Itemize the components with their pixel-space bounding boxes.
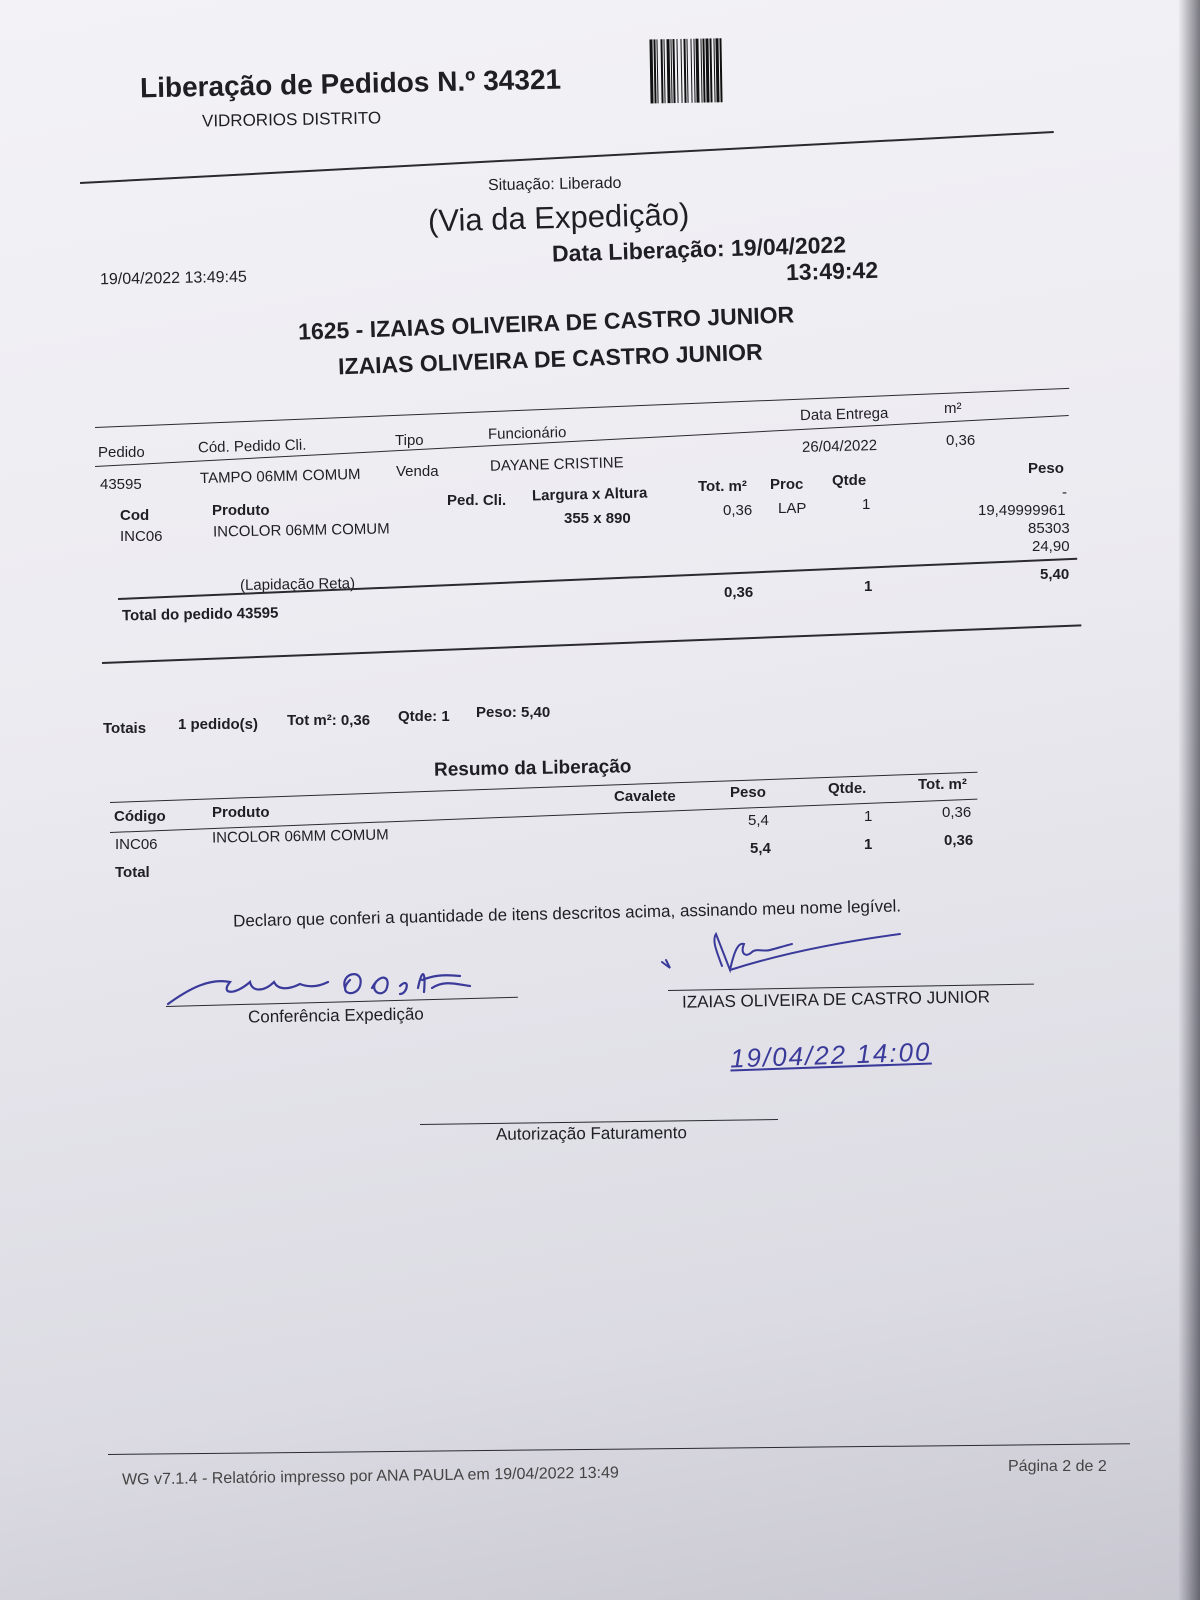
row-cod-pedido-cli: TAMPO 06MM COMUM: [199, 465, 361, 488]
via-label: (Via da Expedição): [427, 196, 690, 239]
item-header-proc: Proc: [770, 476, 804, 493]
totals-label: Totais: [103, 720, 147, 737]
order-total-m2: 0,36: [724, 584, 754, 601]
item-header-tot-m2: Tot. m²: [698, 478, 747, 495]
client-line-1: 1625 - IZAIAS OLIVEIRA DE CASTRO JUNIOR: [297, 301, 795, 345]
row-data-entrega: 26/04/2022: [801, 437, 878, 456]
conferencia-signature: [160, 958, 490, 1008]
resumo-row-peso: 5,4: [748, 812, 769, 829]
order-total-peso: 5,40: [1040, 566, 1070, 583]
declaration-text: Declaro que conferi a quantidade de itens descritos acima, assinando meu nome legível.: [232, 896, 902, 931]
resumo-total-tot-m2: 0,36: [944, 832, 974, 849]
item-header-qtde: Qtde: [832, 472, 867, 489]
resumo-header-tot-m2: Tot. m²: [918, 776, 967, 793]
item-note: (Lapidação Reta): [239, 574, 356, 595]
resumo-total-peso: 5,4: [750, 840, 771, 857]
order-total-qtde: 1: [864, 578, 873, 595]
company-name: VIDRORIOS DISTRITO: [201, 108, 382, 131]
resumo-header-codigo: Código: [114, 808, 166, 825]
data-liberacao: Data Liberação: 19/04/2022: [551, 231, 847, 267]
resumo-total-qtde: 1: [864, 836, 873, 853]
totals-m2: Tot m²: 0,36: [287, 712, 371, 729]
item-header-ped-cli: Ped. Cli.: [447, 492, 507, 509]
resumo-row-qtde: 1: [864, 808, 873, 825]
totals-qtde: Qtde: 1: [398, 708, 450, 725]
header-cod-pedido-cli: Cód. Pedido Cli.: [197, 436, 307, 457]
footer-rule: [108, 1443, 1130, 1455]
resumo-header-qtde: Qtde.: [828, 780, 867, 797]
footer-printed-by: WG v7.1.4 - Relatório impresso por ANA PAULA em 19/04/2022 13:49: [121, 1464, 619, 1489]
order-total-label: Total do pedido 43595: [121, 604, 279, 625]
item-header-produto: Produto: [212, 502, 270, 519]
resumo-row-codigo: INC06: [115, 836, 158, 853]
client-signature-label: IZAIAS OLIVEIRA DE CASTRO JUNIOR: [681, 987, 991, 1012]
item-cod: INC06: [120, 528, 163, 545]
header-data-entrega: Data Entrega: [799, 404, 889, 425]
item-header-peso: Peso: [1028, 460, 1064, 477]
header-pedido: Pedido: [98, 444, 145, 461]
data-liberacao-time: 13:49:42: [785, 256, 879, 286]
resumo-header-produto: Produto: [212, 804, 270, 821]
item-qtde: 1: [862, 496, 871, 513]
header-tipo: Tipo: [395, 432, 424, 449]
totals-pedidos: 1 pedido(s): [178, 716, 259, 733]
resumo-row-produto: INCOLOR 06MM COMUM: [211, 826, 389, 847]
totals-peso: Peso: 5,40: [476, 704, 551, 721]
handwritten-date: 19/04/22 14:00: [729, 1036, 932, 1074]
header-funcionario: Funcionário: [487, 423, 567, 444]
item-produto: INCOLOR 06MM COMUM: [212, 520, 390, 541]
resumo-header-peso: Peso: [730, 784, 766, 801]
barcode: [649, 37, 820, 104]
row-funcionario: DAYANE CRISTINE: [489, 454, 624, 475]
item-proc: LAP: [778, 500, 807, 517]
item-peso-line-3: 24,90: [1032, 538, 1070, 555]
row-m2: 0,36: [946, 432, 976, 449]
item-peso-line-1: 19,49999961: [978, 502, 1066, 519]
footer-page: Página 2 de 2: [1008, 1458, 1107, 1475]
resumo-total-label: Total: [115, 864, 150, 881]
item-peso-dash: -: [1062, 484, 1067, 501]
header-m2: m²: [944, 400, 962, 417]
item-header-largura-altura: Largura x Altura: [531, 484, 648, 505]
row-tipo: Venda: [396, 463, 439, 480]
item-tot-m2: 0,36: [723, 502, 753, 519]
row-pedido: 43595: [100, 476, 142, 493]
item-dimensions: 355 x 890: [564, 510, 631, 527]
item-header-cod: Cod: [120, 507, 150, 524]
resumo-header-cavalete: Cavalete: [614, 788, 676, 805]
resumo-row-tot-m2: 0,36: [942, 804, 972, 821]
order-table-bottom-rule: [102, 624, 1081, 664]
autorizacao-label: Autorização Faturamento: [495, 1123, 687, 1144]
client-line-2: IZAIAS OLIVEIRA DE CASTRO JUNIOR: [337, 338, 763, 380]
situacao: Situação: Liberado: [487, 174, 622, 195]
resumo-title: Resumo da Liberação: [433, 756, 632, 781]
conferencia-label: Conferência Expedição: [247, 1004, 424, 1027]
printed-timestamp: 19/04/2022 13:49:45: [99, 268, 247, 289]
document-title: Liberação de Pedidos N.º 34321: [139, 63, 562, 104]
item-peso-line-2: 85303: [1028, 520, 1070, 537]
